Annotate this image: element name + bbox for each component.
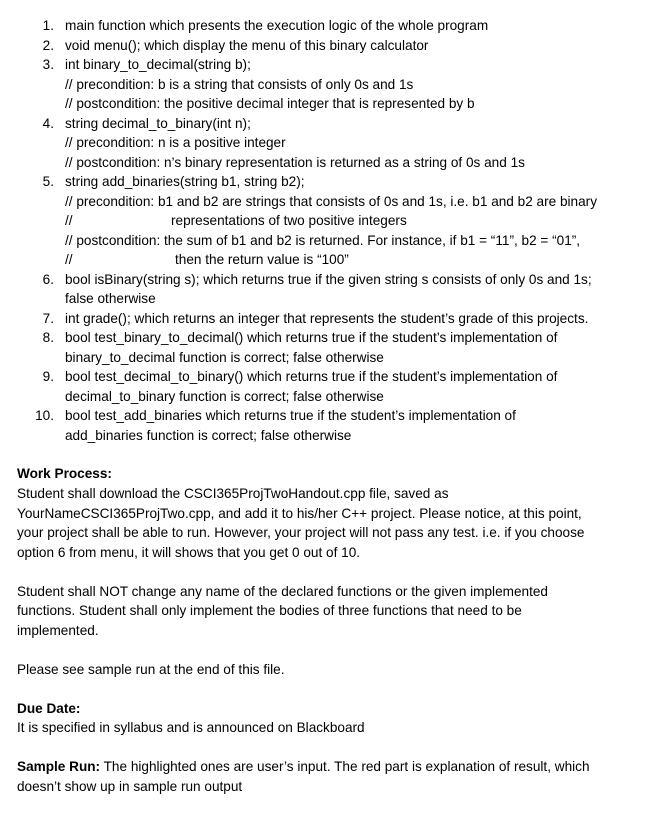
- list-item-text: // precondition: b1 and b2 are strings that consists of 0s and 1s, i.e. b1 and b2 are binary: [65, 193, 597, 209]
- paragraph-line: implemented.: [17, 622, 99, 638]
- paragraph-line: Student shall NOT change any name of the declared functions or the given implemented: [17, 583, 548, 599]
- list-item-text: bool isBinary(string s); which returns true if the given string s consists of only 0s and 1s;: [65, 271, 592, 287]
- paragraph-line: Student shall download the CSCI365ProjTwoHandout.cpp file, saved as: [17, 486, 449, 501]
- list-item-text: //: [65, 252, 73, 267]
- list-item-text: // precondition: n is a positive integer: [65, 135, 286, 150]
- sample-run-line: doesn’t show up in sample run output: [17, 778, 243, 794]
- list-item-text: // postcondition: the sum of b1 and b2 is returned. For instance, if b1 = “11”, b2 = “01”,: [65, 232, 581, 248]
- sample-run-heading: Sample Run:: [17, 759, 101, 774]
- list-number: 5.: [42, 174, 54, 189]
- list-item-text: int binary_to_decimal(string b);: [65, 57, 251, 72]
- list-item-text: decimal_to_binary function is correct; false otherwise: [65, 388, 384, 404]
- list-item-text: false otherwise: [65, 291, 156, 306]
- paragraph-line: option 6 from menu, it will shows that you get 0 out of 10.: [17, 544, 361, 560]
- due-date-heading: Due Date:: [17, 700, 81, 716]
- list-item-text: // precondition: b is a string that consists of only 0s and 1s: [65, 76, 414, 92]
- paragraph-line: your project shall be able to run. However, your project will not pass any test. i.e. if you choose: [17, 525, 585, 540]
- list-item-text: string decimal_to_binary(int n);: [65, 115, 251, 131]
- list-number: 2.: [42, 37, 54, 53]
- paragraph-line: functions. Student shall only implement the bodies of three functions that need to be: [17, 603, 522, 618]
- paragraph-line: YourNameCSCI365ProjTwo.cpp, and add it to his/her C++ project. Please notice, at this point,: [17, 505, 582, 521]
- list-item-text: int grade(); which returns an integer that represents the student’s grade of this projects.: [65, 310, 589, 326]
- list-item-text: // postcondition: the positive decimal integer that is represented by b: [65, 96, 475, 111]
- list-item-text: then the return value is “100”: [175, 252, 349, 267]
- list-item-text: main function which presents the execution logic of the whole program: [65, 18, 489, 33]
- list-number: 7.: [42, 310, 54, 326]
- list-number: 4.: [42, 115, 54, 131]
- list-item-text: representations of two positive integers: [171, 213, 407, 228]
- list-number: 8.: [42, 330, 54, 345]
- list-item-text: // postcondition: n’s binary representation is returned as a string of 0s and 1s: [65, 154, 525, 170]
- sample-run-text: The highlighted ones are user’s input. The red part is explanation of result, which: [100, 759, 590, 774]
- list-item-text: bool test_add_binaries which returns true if the student’s implementation of: [65, 408, 516, 423]
- list-item-text: bool test_binary_to_decimal() which returns true if the student’s implementation of: [65, 330, 558, 345]
- list-number: 6.: [42, 271, 54, 287]
- list-item-text: //: [65, 213, 73, 228]
- paragraph-line: Please see sample run at the end of this file.: [17, 661, 285, 677]
- list-number: 3.: [42, 57, 54, 72]
- sample-run-line: [17, 757, 590, 777]
- work-process-heading: Work Process:: [17, 466, 112, 481]
- list-item-text: void menu(); which display the menu of this binary calculator: [65, 37, 429, 53]
- list-item-text: add_binaries function is correct; false otherwise: [65, 427, 352, 443]
- list-item-text: string add_binaries(string b1, string b2);: [65, 174, 305, 189]
- list-number: 1.: [42, 18, 54, 33]
- list-number: 9.: [42, 369, 54, 384]
- list-item-text: bool test_decimal_to_binary() which returns true if the student’s implementation of: [65, 369, 558, 384]
- list-number: 10.: [35, 408, 54, 423]
- due-date-text: It is specified in syllabus and is announced on Blackboard: [17, 720, 365, 735]
- list-item-text: binary_to_decimal function is correct; false otherwise: [65, 349, 384, 365]
